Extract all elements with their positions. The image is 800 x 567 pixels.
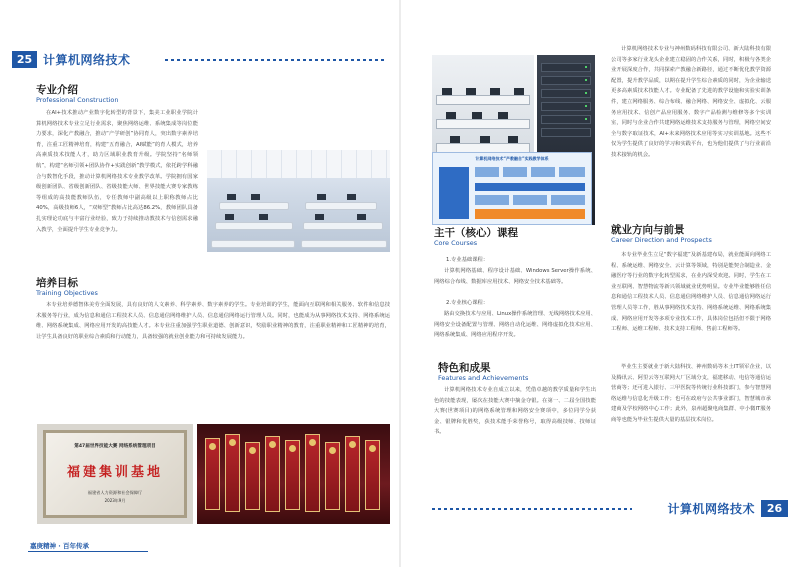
page-title-right: 计算机网络技术	[667, 502, 755, 516]
partnership-text: 计算机网络技术专业与神州数码科技有限公司、新大陆科技有限公司等多家行业龙头企业建立稳固的合作关系，同时，积极与各类企业开展深度合作，共同探索产教融合新路径，通过不断优化教学资源配置，提升教学品质，以期在提升学生综合素质的同时，为企业输送更多高素质技术技能人才。专业配备了先进的教学设施和实验实训条件，建立网络服务、综合布线、融合网络、网络安全、虚拟化、云服务应用技术、信创产品应用服务、数字产品检测与维修等多个实训室，同时与企业合作共建网络运维技术支持服务与管理，网络空间安全与数字取证技术，AI+未来网络技术应用等实习实训基地。这些不仅为学生提供了良好的学习和实践平台，也为他们提供了与行业前沿技术接轨的机会。	[611, 46, 771, 158]
header-dotted-rule	[165, 59, 385, 61]
page-number-badge: 25	[12, 51, 37, 68]
right-page-header	[667, 500, 800, 517]
training-base-plaque-photo	[37, 424, 193, 524]
core-courses-label: 2.专业核心课程：	[446, 300, 489, 306]
plaque-date: 2023年9月	[104, 498, 126, 503]
footer-dotted-rule	[432, 508, 632, 510]
footer-slogan: 嘉庚精神 · 百年传承	[30, 542, 89, 550]
footer-rule	[28, 551, 148, 552]
core-courses-text: 路由交换技术与应用、Linux操作系统管理、无线网络技术应用、网络安全设备配置与管理、网络自动化运维、网络虚拟化技术应用、网络系统集成、网络应用程序开发。	[434, 311, 596, 339]
plaque	[43, 430, 187, 518]
page-number-badge-right: 26	[761, 500, 788, 517]
goals-heading-en: Training Objectives	[36, 289, 98, 297]
career-text-2: 毕业生主要就业于新大陆科技、神州数码等本土IT领军企业，以及腾讯云、阿里云等互联网大厂区域分支，福建移动、电信等通信运营商等；还可进入银行、三甲医院等传统行业科技部门，参与智慧网络运维与信息化升级工作；也可在政府与公共事业部门，智慧城市承建商及学校网络中心工作；此外，泉州超聚电商集群、中小微IT服务商等也能为毕业生提供大量的基层技术岗位。	[611, 364, 771, 423]
plaque-main-title: 福建集训基地	[66, 465, 163, 480]
career-heading-en: Career Direction and Prospects	[611, 236, 712, 244]
plaque-issuer: 福建省人力资源和社会保障厅	[87, 490, 143, 495]
diagram-title: 计算机网络技术“产教融合”实践教学体系	[475, 156, 549, 161]
intro-heading: 专业介绍	[36, 84, 78, 96]
courses-heading: 主干（核心）课程	[434, 227, 518, 239]
page-fold	[399, 0, 401, 567]
training-lab-photo	[207, 150, 390, 252]
left-page-header	[0, 51, 131, 68]
basic-courses-text: 计算机网络基础、程序设计基础、Windows Server操作系统、网络综合布线、数据库应用技术、网络安全技术基础等。	[434, 268, 596, 285]
goals-text: 本专业培养德智体美劳全面发展，具有良好的人文素养、科学素养、数字素养的学生。专业培训的学生，能面向互联网和相关服务、软件和信息技术服务等行业，成为信息和通信工程技术人员、信息通信网络维护人员、信息通信网络运行管理人员。同时，也能成为从事网络技术支持、网络系统运维、网络系统集成、网络应用开发的高技能人才。本专业注重加强学生职业道德、创新意识，奖励职业精神的教育，注重职业精神和工匠精神的培育，让学生具备良好的职业综合素质和行动能力，具备较强的就业创业能力和可持续发展能力。	[36, 302, 390, 340]
trophies-photo	[197, 424, 390, 524]
achievements-heading: 特色和成果	[438, 362, 491, 374]
intro-text-col1: 在AI+技术推动产业数字化转型的背景下，集美工业职业学院计算机网络技术专业立足行业需求，聚焦网络运维、系统集成等岗位能力要求，深化产教融合，推动“产学研创”协同育人，突出数字素养培育，注重工匠精神培育，构建“五育融合，AI赋能”的育人模式，培养高素质技术技能人才，助力区域职业教育升级。学院坚持“名师领航”，构建“名师引领+团队协作+实践创新”教学模式，依托跨学科融合与数智化手段，推动计算机网络技术专业教学改革。学院拥有国家级创新团队、省级创新团队、省级技能大师、世界技能大赛专家教练等组成的高技能教师队伍，专任教师中副高级以上职称教师占比40%，高级技师6人，“双师型”教师占比高达86.2%，教师团队具备扎实理论功底与丰富行业经验，致力于持续推动教技术与信创需求融入教学，全面提升学生专业竞争力。	[36, 110, 198, 233]
basic-courses-label: 1.专业基础课程：	[446, 257, 489, 263]
teaching-system-diagram	[432, 152, 592, 225]
lab-ceiling	[207, 150, 390, 178]
page-title: 计算机网络技术	[43, 53, 131, 67]
plaque-competition-line: 第47届世界技能大赛 网络系统管理项目	[74, 444, 156, 449]
career-text-1: 本专业毕业生立足“数字福建”及新基建布局，就业能面向网络工程、系统运维、网络安全、云计算等领域，特别是能契合制造业、金融医疗等行业的数字化转型需求，在业内深受欢迎。同时，学生在工业互联网、智慧物流等新兴领域就业优势明显。专业毕业能够胜任信息和通信工程技术人员、信息通信网络维护人员、信息通信网络运行管理人员等工作，胜从事网络技术支持、网络系统运维、网络系统集成、网络应用开发等多项专业技术工作，具体岗位包括但不限于网络工程师、运维工程师、技术支持工程师、售前工程师等。	[611, 252, 771, 333]
courses-heading-en: Core Courses	[434, 239, 478, 247]
goals-heading: 培养目标	[36, 277, 78, 289]
achievements-heading-en: Features and Achievements	[438, 374, 529, 382]
intro-heading-en: Professional Construction	[36, 96, 119, 104]
career-heading: 就业方向与前景	[611, 224, 685, 236]
achievements-text: 计算机网络技术专业自成立以来，凭借卓越的教学质量和学生出色的技能表现，屡次在技能大赛中摘金夺银。在第一、二届全国技能大赛(世赛项目)的网络系统管理和网络安全赛项中，多位同学分获金、银牌和优胜奖，获技术能手荣誉称号，取得高级技师、技师证书。	[434, 387, 596, 436]
